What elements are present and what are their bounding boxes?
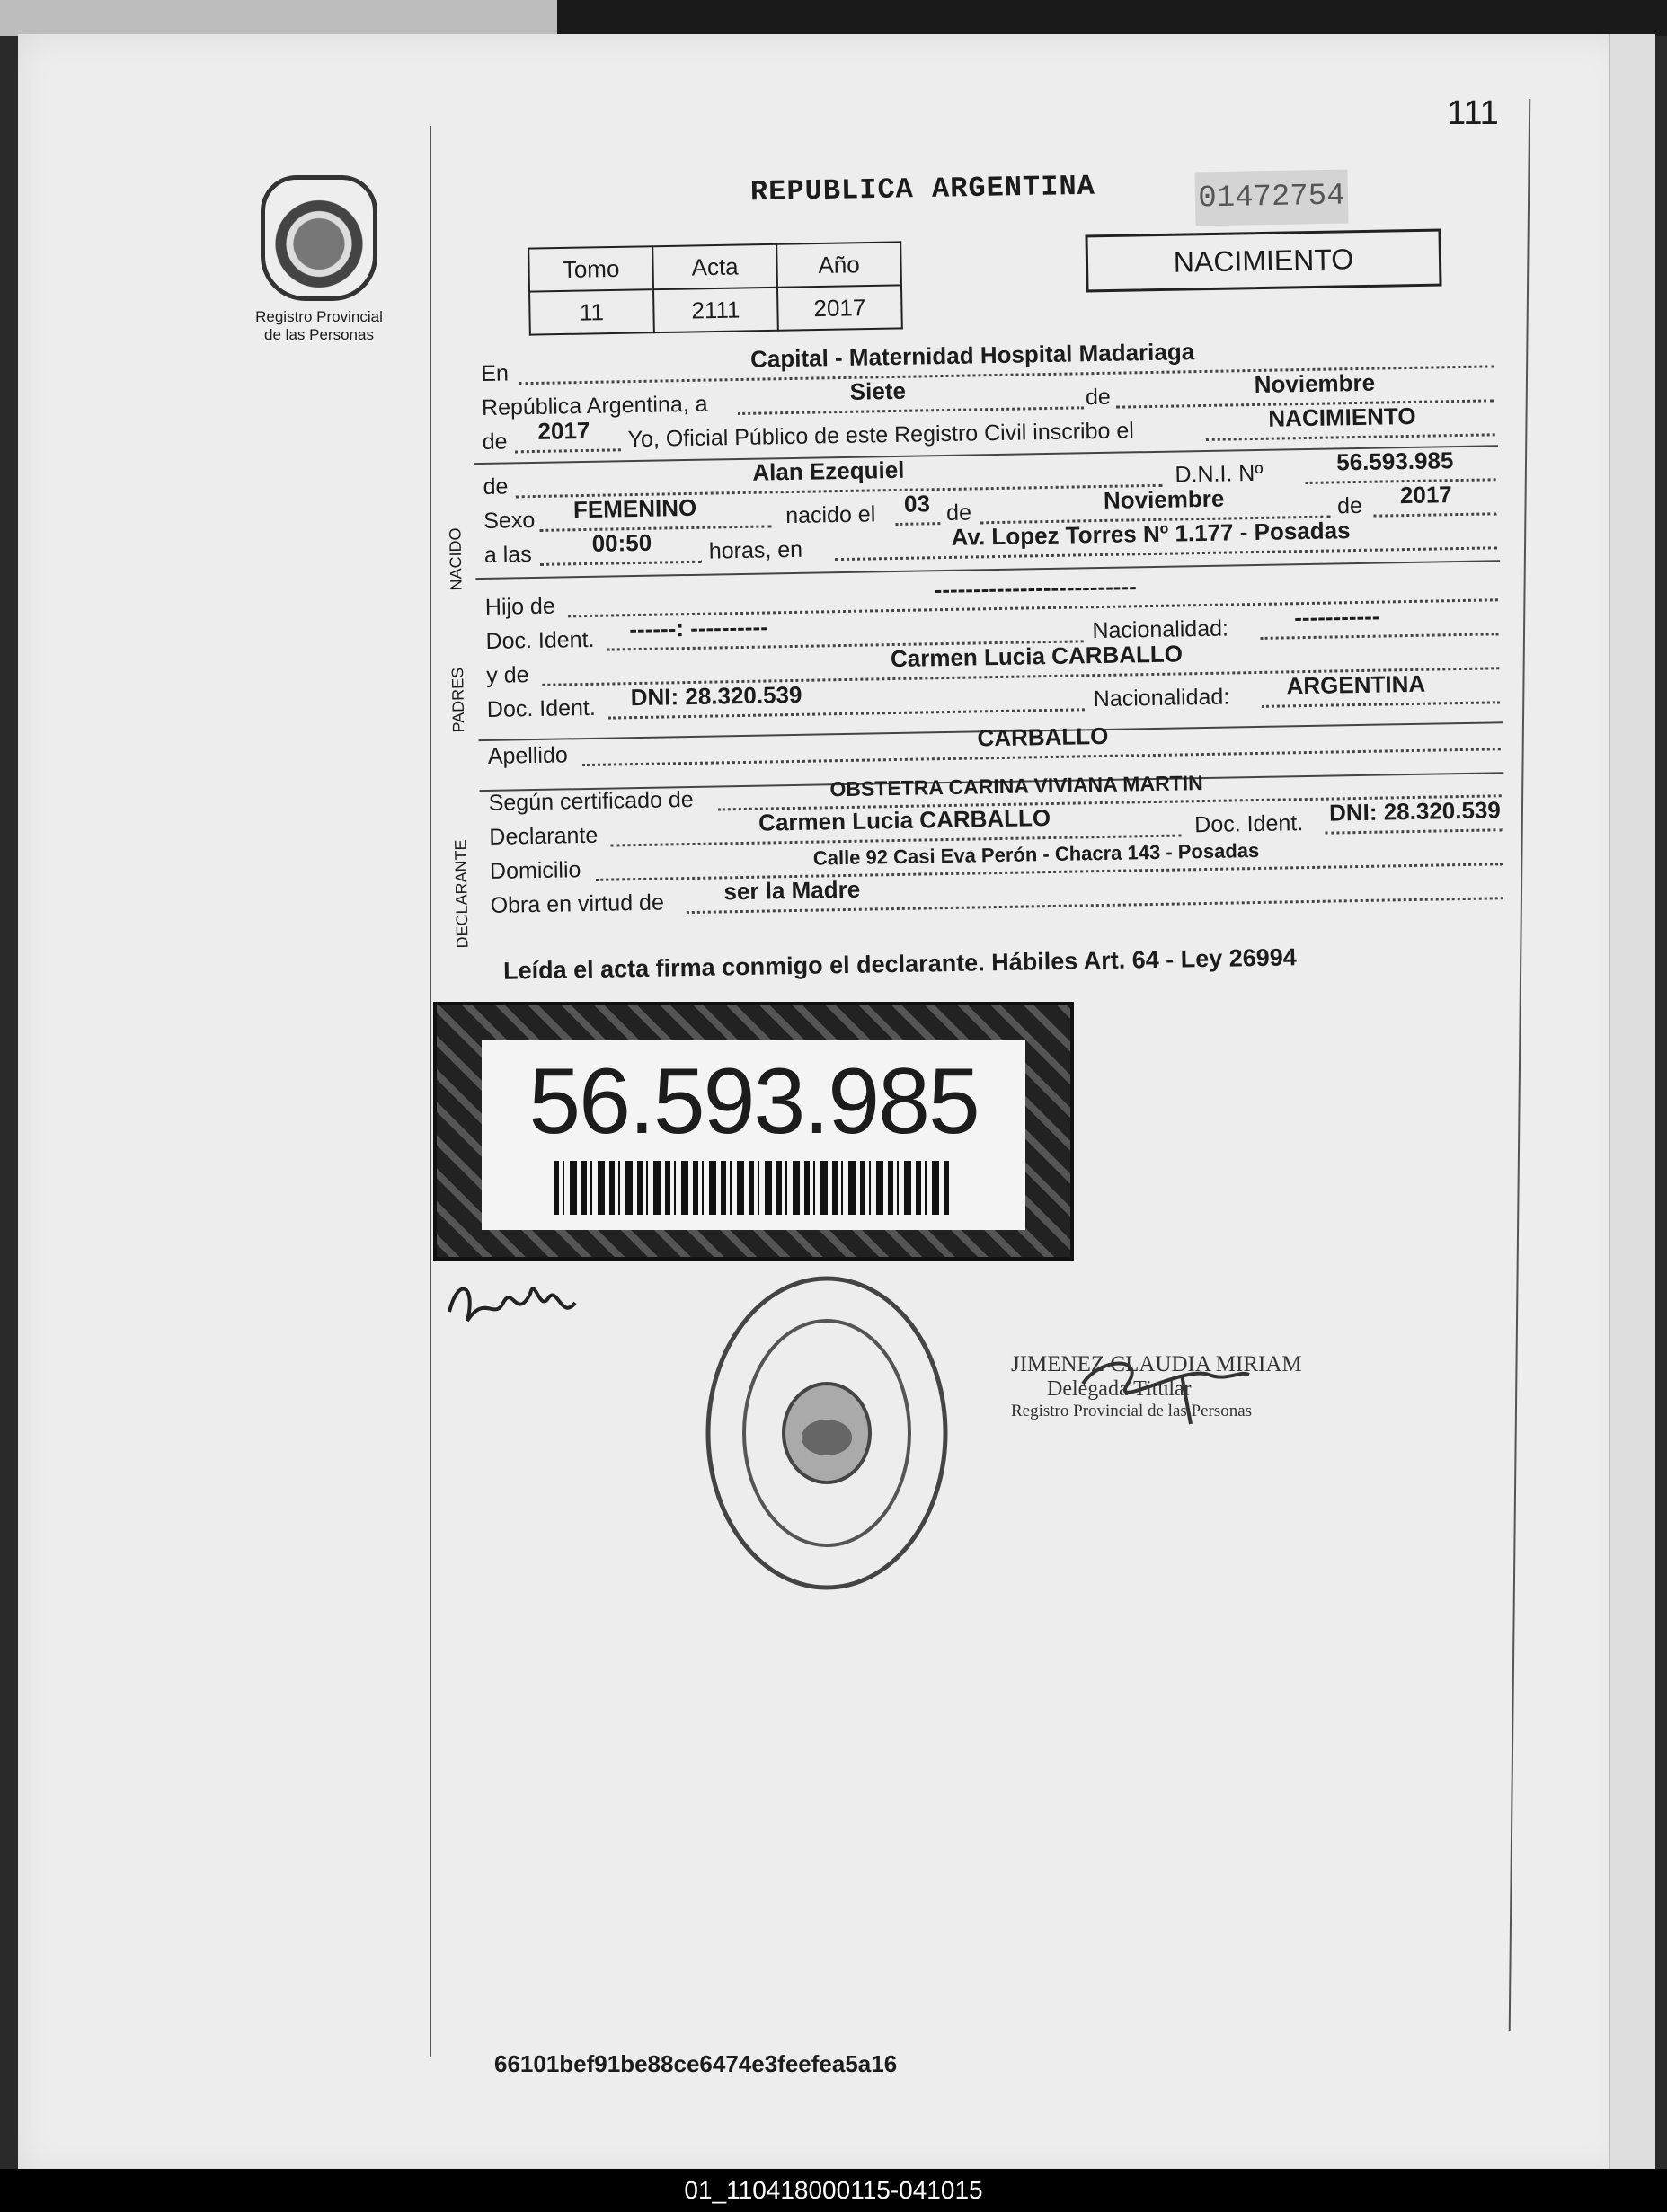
nacido-year: 2017 — [1399, 481, 1452, 509]
document-title: REPUBLICA ARGENTINA — [749, 169, 1096, 209]
label-de-month: de — [945, 500, 972, 526]
label-domicilio: Domicilio — [489, 857, 581, 884]
nacido-name: Alan Ezequiel — [752, 456, 905, 486]
background-strip — [0, 0, 557, 36]
label-certificado: Según certificado de — [488, 786, 694, 816]
side-label-declarante: DECLARANTE — [451, 839, 472, 949]
nacido-time: 00:50 — [591, 528, 652, 557]
apellido-value: CARBALLO — [977, 721, 1109, 752]
label-inscribo: Yo, Oficial Público de este Registro Civil inscribo el — [627, 418, 1135, 453]
certificado-value: OBSTETRA CARINA VIVIANA MARTIN — [829, 771, 1203, 801]
registry-value-tomo: 11 — [529, 289, 654, 334]
label-declarante: Declarante — [489, 822, 599, 850]
closing-statement: Leída el acta firma conmigo el declarante. Hábiles Art. 64 - Ley 26994 — [502, 943, 1298, 985]
label-y-de: y de — [485, 662, 529, 688]
dni-barcode-sticker — [433, 1002, 1074, 1261]
place-day: Siete — [849, 376, 907, 405]
side-label-nacido: NACIDO — [446, 527, 466, 591]
label-nacionalidad-father: Nacionalidad: — [1092, 615, 1229, 644]
label-doc-ident-mother: Doc. Ident. — [486, 695, 597, 722]
page-edge — [1609, 34, 1655, 2174]
registry-value-acta: 2111 — [653, 288, 778, 332]
nacido-address: Av. Lopez Torres Nº 1.177 - Posadas — [951, 517, 1351, 551]
label-a-las: a las — [483, 542, 532, 568]
declarant-signature-icon — [440, 1258, 584, 1348]
label-hijo-de: Hijo de — [484, 593, 555, 620]
footer-id-bar: 01_110418000115-041015 — [0, 2169, 1667, 2212]
mother-name: Carmen Lucia CARBALLO — [890, 640, 1184, 673]
label-dni: D.N.I. Nº — [1175, 460, 1264, 488]
barcode-label — [482, 1040, 1025, 1230]
registry-header-tomo: Tomo — [528, 246, 653, 291]
nacido-day: 03 — [903, 490, 931, 518]
father-doc: ------: ---------- — [629, 613, 769, 643]
dotted-line — [1325, 828, 1502, 834]
logo-caption-line1: Registro Provincial — [255, 308, 383, 325]
dotted-line — [1262, 701, 1500, 708]
place-month: Noviembre — [1254, 368, 1376, 398]
dotted-line — [1373, 512, 1496, 517]
official-signature-block — [1011, 1352, 1302, 1421]
logo-caption — [243, 308, 395, 344]
nacido-month: Noviembre — [1103, 484, 1225, 514]
label-obra: Obra en virtud de — [490, 889, 665, 918]
misiones-shield-icon — [261, 175, 377, 301]
logo-caption-line2: de las Personas — [264, 326, 374, 343]
left-margin-rule — [430, 126, 431, 2057]
document-hash: 66101bef91be88ce6474e3feefea5a16 — [494, 2050, 898, 2077]
label-de-nombre: de — [483, 473, 509, 500]
side-label-padres: PADRES — [448, 667, 468, 733]
registry-value-ano: 2017 — [777, 285, 902, 330]
father-name: -------------------------- — [934, 572, 1137, 604]
domicilio-value: Calle 92 Casi Eva Perón - Chacra 143 - Posadas — [812, 838, 1260, 870]
page-number: 111 — [1447, 94, 1499, 132]
nacido-sexo: FEMENINO — [572, 493, 697, 524]
registry-table — [528, 241, 903, 335]
label-en: En — [481, 360, 510, 386]
dotted-line — [895, 522, 940, 526]
label-de-year: de — [1336, 492, 1363, 519]
mother-doc: DNI: 28.320.539 — [630, 680, 802, 712]
registry-value-row — [529, 285, 902, 334]
label-de-1: de — [1085, 384, 1111, 411]
label-nacido-el: nacido el — [785, 501, 876, 529]
dotted-line — [1261, 633, 1499, 640]
dotted-line — [1206, 433, 1495, 441]
mother-nationality: ARGENTINA — [1286, 669, 1426, 700]
dotted-line — [540, 561, 702, 566]
declarante-doc: DNI: 28.320.539 — [1328, 796, 1502, 827]
inscribed-type: NACIMIENTO — [1268, 402, 1416, 432]
official-role: Delegada Titular — [1047, 1377, 1192, 1401]
official-name: JIMENEZ CLAUDIA MIRIAM — [1011, 1352, 1302, 1376]
registry-logo — [243, 175, 395, 344]
barcode-number: 56.593.985 — [528, 1049, 979, 1154]
place-year: 2017 — [537, 416, 590, 445]
obra-value: ser la Madre — [723, 875, 861, 906]
nacido-dni: 56.593.985 — [1335, 447, 1454, 476]
declarante-name: Carmen Lucia CARBALLO — [758, 804, 1051, 836]
label-apellido: Apellido — [487, 742, 568, 769]
place-value: Capital - Maternidad Hospital Madariaga — [749, 338, 1195, 373]
label-de-2: de — [482, 429, 508, 455]
label-sexo: Sexo — [483, 507, 536, 534]
serial-number: 01472754 — [1194, 170, 1348, 226]
label-nacionalidad-mother: Nacionalidad: — [1093, 684, 1230, 712]
label-horas-en: horas, en — [708, 536, 803, 564]
father-nationality: ----------- — [1293, 602, 1380, 632]
registry-header-ano: Año — [776, 242, 901, 287]
dotted-line — [515, 448, 621, 453]
official-seal-icon — [701, 1271, 953, 1595]
label-doc-ident-father: Doc. Ident. — [485, 626, 595, 654]
registry-header-row — [528, 242, 901, 291]
label-doc-ident-declarante: Doc. Ident. — [1194, 810, 1304, 838]
form-body — [446, 337, 1515, 949]
record-type-box: NACIMIENTO — [1085, 229, 1441, 293]
label-republica: República Argentina, a — [481, 391, 708, 420]
barcode-bars-icon — [554, 1161, 949, 1215]
dotted-line — [539, 525, 771, 532]
official-office: Registro Provincial de las Personas — [1011, 1402, 1253, 1420]
registry-header-acta: Acta — [652, 244, 777, 289]
